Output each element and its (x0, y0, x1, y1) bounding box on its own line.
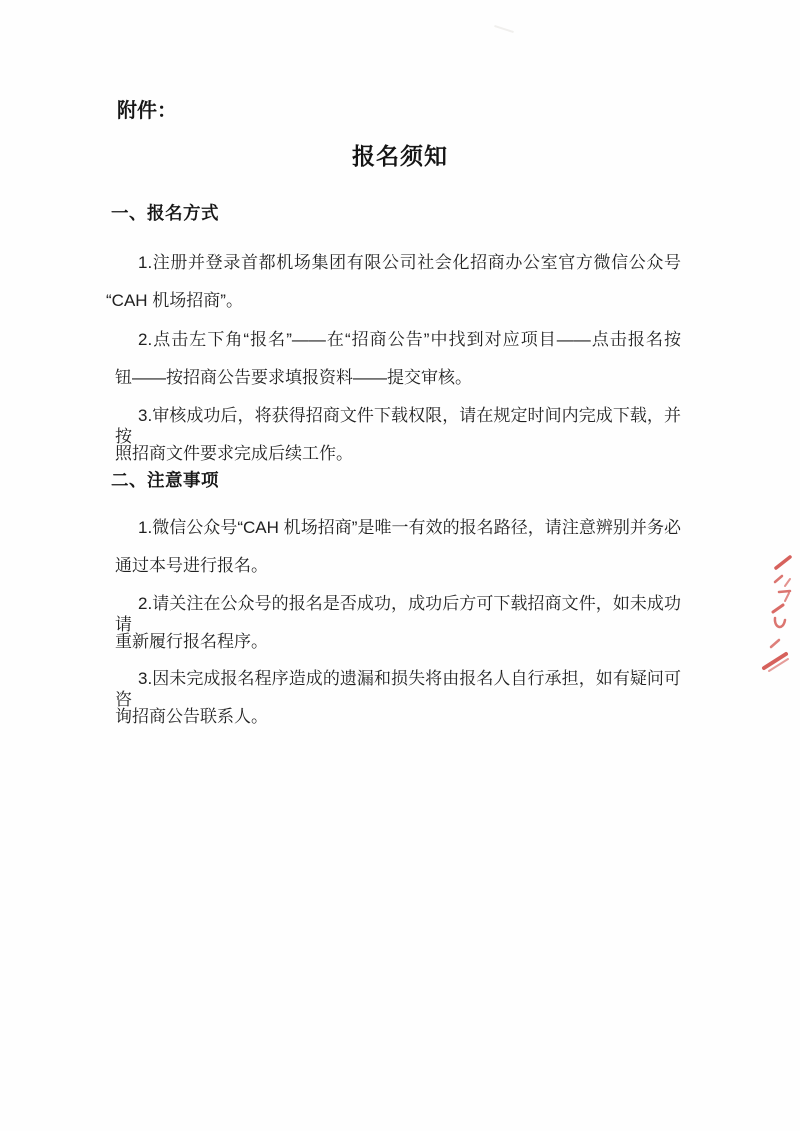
section-2-heading: 二、注意事项 (111, 470, 219, 490)
attachment-label: 附件： (117, 100, 177, 122)
section-1-heading: 一、报名方式 (111, 203, 219, 223)
body-line: 询招商公告联系人。 (115, 707, 268, 726)
body-line: 钮——按招商公告要求填报资料——提交审核。 (115, 368, 472, 387)
body-line: 3.审核成功后，将获得招商文件下载权限，请在规定时间内完成下载，并按 (115, 406, 681, 447)
body-line: 2.请关注在公众号的报名是否成功，成功后方可下载招商文件，如未成功请 (115, 594, 681, 635)
body-line: 通过本号进行报名。 (115, 556, 268, 575)
body-line: 3.因未完成报名程序造成的遗漏和损失将由报名人自行承担，如有疑问可咨 (115, 669, 681, 710)
body-line: 2.点击左下角“报名”——在“招商公告”中找到对应项目——点击报名按 (138, 330, 681, 349)
body-line: 照招商文件要求完成后续工作。 (115, 444, 353, 463)
body-line: 1.微信公众号“CAH 机场招商”是唯一有效的报名路径，请注意辨别并务必 (138, 518, 681, 537)
scan-artifact (494, 25, 514, 33)
body-line: “CAH 机场招商”。 (106, 291, 243, 310)
body-line: 重新履行报名程序。 (115, 632, 268, 651)
document-title: 报名须知 (352, 143, 448, 169)
body-line: 1.注册并登录首都机场集团有限公司社会化招商办公室官方微信公众号 (138, 253, 681, 272)
red-seal-fragment-stamp (760, 548, 798, 678)
